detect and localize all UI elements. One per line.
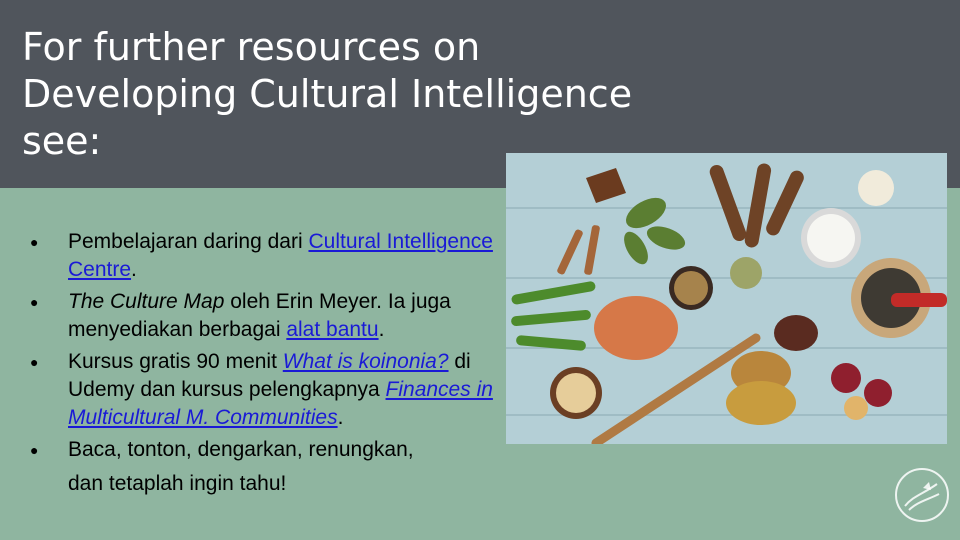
list-item: ● The Culture Map oleh Erin Meyer. Ia juga menyediakan berbagai alat bantu. xyxy=(30,288,500,344)
finances-course-link[interactable]: Finances in Multicultural M. Communities xyxy=(68,378,493,429)
book-title: The Culture Map xyxy=(68,290,225,313)
list-item: ● Kursus gratis 90 menit What is koinonia? di Udemy dan kursus pelengkapnya Finances in Multicultural M. Communities. xyxy=(30,348,500,432)
resource-list xyxy=(30,228,500,502)
list-item: ● Pembelajaran daring dari Cultural Intelligence Centre. xyxy=(30,228,500,284)
slide-title xyxy=(22,24,722,165)
title-line-1: For further resources on xyxy=(22,25,481,69)
cultural-intelligence-centre-link[interactable]: Cultural Intelligence Centre xyxy=(68,230,493,281)
spices-and-legumes-photo xyxy=(506,153,947,444)
list-item: ● Baca, tonton, dengarkan, renungkan, dan tetaplah ingin tahu! xyxy=(30,436,500,498)
alat-bantu-link[interactable]: alat bantu xyxy=(286,318,379,341)
what-is-koinonia-link[interactable]: What is koinonia? xyxy=(282,350,449,373)
title-line-3: see: xyxy=(22,119,102,163)
title-line-2: Developing Cultural Intelligence xyxy=(22,72,633,116)
hands-dove-logo-icon xyxy=(893,466,951,524)
